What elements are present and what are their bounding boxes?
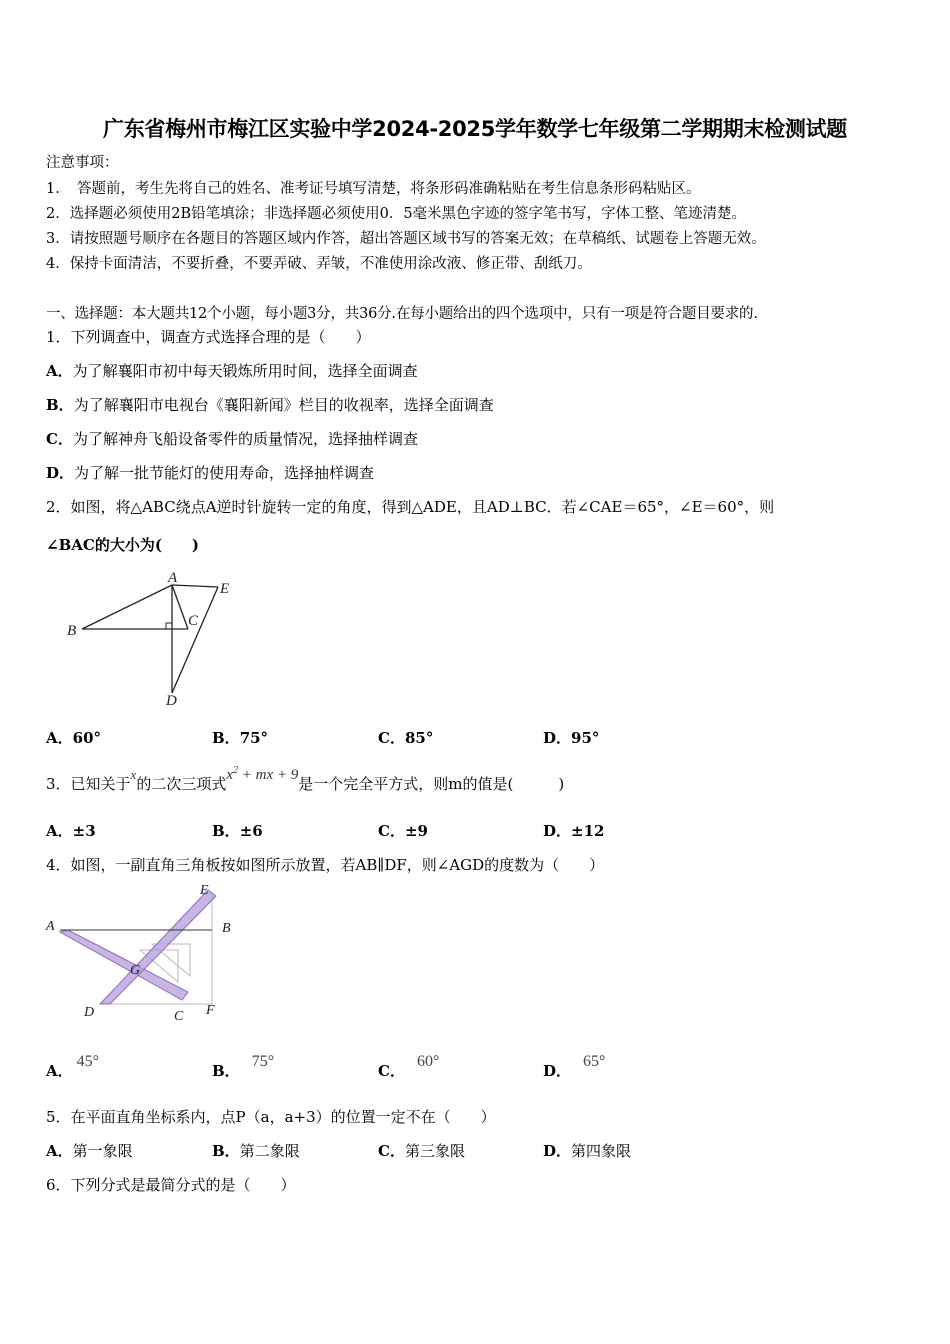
option-label: B． [212, 1142, 240, 1160]
option-label: B． [212, 1062, 240, 1080]
option-label: C． [378, 822, 405, 840]
option-text: ±6 [239, 822, 263, 840]
option-text: 第二象限 [239, 1142, 300, 1160]
q5-option-b [212, 1140, 300, 1161]
option-label: C． [378, 1062, 405, 1080]
option-text: 60° [416, 1053, 440, 1070]
q3-text-pre: 3．已知关于 [46, 775, 131, 793]
q4-option-d [543, 1050, 606, 1080]
option-label: B． [212, 729, 240, 747]
expr-base: x [226, 767, 234, 783]
option-text: ±12 [571, 822, 605, 840]
option-text: 45° [76, 1053, 100, 1070]
option-text: 75° [239, 729, 269, 747]
option-label: D． [543, 729, 572, 747]
option-text: 95° [571, 729, 600, 747]
notice-item: 1． 答题前，考生先将自己的姓名、准考证号填写清楚，将条形码准确粘贴在考生信息条形码粘贴区。 [46, 181, 701, 197]
label-E: E [200, 883, 209, 898]
q3-variable: x [130, 767, 137, 782]
option-text: 第一象限 [72, 1142, 133, 1160]
q5-option-d [543, 1140, 631, 1161]
section-heading: 一、选择题：本大题共12个小题，每小题3分，共36分.在每小题给出的四个选项中，只有一项是符合题目要求的. [46, 306, 758, 322]
question-5-stem: 5．在平面直角坐标系内，点P（a，a+3）的位置一定不在（ ） [46, 1108, 496, 1126]
option-text: 第四象限 [571, 1142, 632, 1160]
option-text: 60° [72, 729, 102, 747]
option-text: ±9 [404, 822, 428, 840]
q3-option-b [212, 820, 263, 841]
label-F: F [206, 1003, 215, 1018]
q3-option-a [46, 820, 96, 841]
q4-option-b [212, 1050, 275, 1080]
option-label: C． [378, 729, 405, 747]
notice-item: 3．请按照题号顺序在各题目的答题区域内作答，超出答题区域书写的答案无效；在草稿纸、试题卷上答题无效。 [46, 231, 766, 247]
segment-AC [172, 585, 188, 629]
option-text: 为了解一批节能灯的使用寿命，选择抽样调查 [74, 464, 375, 482]
option-label: C． [46, 430, 73, 448]
page-title: 广东省梅州市梅江区实验中学2024-2025学年数学七年级第二学期期末检测试题 [103, 117, 847, 141]
question-2-stem: 2．如图，将△ABC绕点A逆时针旋转一定的角度，得到△ADE，且AD⊥BC．若∠CAE＝65°，∠E＝60°，则 [46, 498, 775, 516]
expr-rest: + mx + 9 [238, 767, 299, 783]
q1-option-d [46, 462, 374, 483]
q1-option-a [46, 360, 418, 381]
option-text: 第三象限 [404, 1142, 465, 1160]
q1-option-b [46, 394, 494, 415]
option-label: B． [46, 396, 74, 414]
question-1-stem: 1．下列调查中，调查方式选择合理的是（ ） [46, 328, 371, 346]
label-D: D [84, 1005, 95, 1020]
q4-option-c [378, 1050, 440, 1080]
q3-option-c [378, 820, 428, 841]
option-label: A． [46, 729, 73, 747]
option-label: A． [46, 1062, 73, 1080]
q3-text-mid: 的二次三项式 [136, 775, 227, 793]
question-6-stem: 6．下列分式是最简分式的是（ ） [46, 1176, 296, 1194]
q4-option-a [46, 1050, 100, 1080]
option-text: ±3 [72, 822, 96, 840]
q4-figure [40, 880, 250, 1025]
option-label: D． [543, 1142, 572, 1160]
question-3-stem [46, 765, 565, 794]
option-label: A． [46, 822, 73, 840]
notice-item: 4．保持卡面清洁，不要折叠，不要弄破、弄皱，不准使用涂改液、修正带、刮纸刀。 [46, 256, 592, 272]
option-label: D． [543, 822, 572, 840]
q2-figure [60, 565, 240, 710]
q3-option-d [543, 820, 604, 841]
option-text: 65° [583, 1053, 606, 1070]
option-label: B． [212, 822, 240, 840]
expr-exponent: 2 [233, 765, 239, 776]
q1-option-c [46, 428, 418, 449]
option-label: C． [378, 1142, 405, 1160]
label-A: A [168, 570, 178, 586]
q3-text-post: 是一个完全平方式，则m的值是( ) [298, 775, 565, 793]
option-text: 为了解襄阳市电视台《襄阳新闻》栏目的收视率，选择全面调查 [73, 396, 494, 414]
notice-item: 2．选择题必须使用2B铅笔填涂；非选择题必须使用0．5毫米黑色字迹的签字笔书写，字体工整、笔迹清楚。 [46, 206, 747, 222]
option-text: 为了解神舟飞船设备零件的质量情况，选择抽样调查 [72, 430, 418, 448]
label-B: B [67, 623, 77, 639]
label-D: D [166, 693, 177, 709]
label-E: E [220, 581, 230, 597]
notice-heading: 注意事项： [46, 155, 119, 171]
option-text: 为了解襄阳市初中每天锻炼所用时间，选择全面调查 [72, 362, 418, 380]
option-label: A． [46, 362, 73, 380]
segment-AB [82, 585, 172, 629]
label-A: A [46, 919, 55, 934]
label-C: C [174, 1009, 184, 1024]
segment-AE [172, 585, 218, 587]
right-angle-mark [166, 623, 172, 629]
q2-option-c [378, 727, 433, 748]
label-B: B [222, 921, 231, 936]
label-C: C [188, 613, 199, 629]
q5-option-a [46, 1140, 133, 1161]
question-4-stem: 4．如图，一副直角三角板按如图所示放置，若AB∥DF，则∠AGD的度数为（ ） [46, 856, 605, 874]
q2-option-b [212, 727, 268, 748]
option-text: 85° [404, 729, 434, 747]
option-label: D． [46, 464, 75, 482]
option-label: A． [46, 1142, 73, 1160]
q5-option-c [378, 1140, 465, 1161]
q3-expression [226, 767, 298, 783]
q2-option-a [46, 727, 101, 748]
option-label: D． [543, 1062, 572, 1080]
option-text: 75° [251, 1053, 275, 1070]
question-2-stem-cont: ∠BAC的大小为( ) [46, 536, 200, 554]
q2-option-d [543, 727, 599, 748]
label-G: G [130, 963, 141, 978]
